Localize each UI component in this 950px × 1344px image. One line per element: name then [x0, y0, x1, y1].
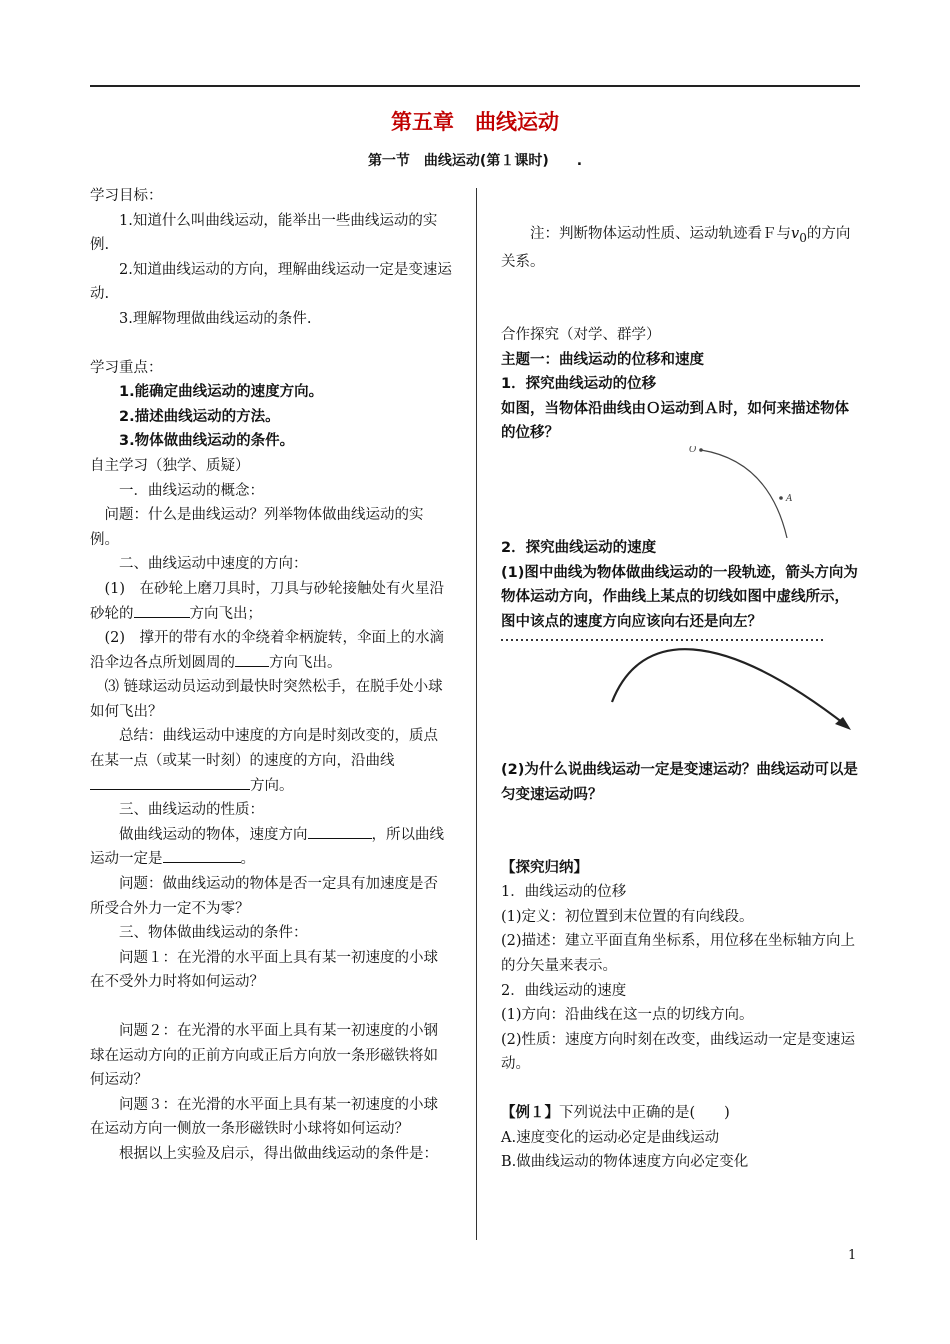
- summary-item: (2)性质：速度方向时刻在改变，曲线运动一定是变速运动。: [501, 1031, 856, 1073]
- focus-item: 3.物体做曲线运动的条件。: [119, 433, 295, 450]
- goal-item: 2.知道曲线运动的方向，理解曲线运动一定是变速运动.: [90, 261, 452, 303]
- acceleration-question: 问题：做曲线运动的物体是否一定具有加速度是否所受合外力一定不为零？: [90, 876, 438, 917]
- theme-one-title: 主题一：曲线运动的位移和速度: [501, 351, 704, 368]
- spacer: [501, 808, 863, 856]
- summary-heading: 【探究归纳】: [501, 859, 588, 876]
- note-text: 注：判断物体运动性质、运动轨迹看Ｆ与: [530, 226, 791, 242]
- summary-item: 2．曲线运动的速度: [501, 982, 627, 999]
- umbrella-item: [90, 626, 452, 675]
- displacement-question: 如图，当物体沿曲线由Ｏ运动到Ａ时，如何来描述物体的位移？: [501, 400, 849, 442]
- topic-velocity: 2．探究曲线运动的速度: [501, 540, 657, 557]
- chapter-title: 第五章 曲线运动: [391, 110, 559, 134]
- goal-item: 3.理解物理做曲线运动的条件.: [119, 310, 312, 327]
- summary-item: (1)方向：沿曲线在这一点的切线方向。: [501, 1007, 754, 1024]
- velocity-summary-end: 方向。: [250, 777, 294, 794]
- focus-item: 2.描述曲线运动的方法。: [119, 408, 280, 425]
- velocity-symbol: v: [791, 226, 800, 242]
- note: [501, 222, 863, 275]
- option-a: A.速度变化的运动必定是曲线运动: [501, 1129, 720, 1146]
- umbrella-text-end: 方向飞出。: [269, 654, 342, 671]
- motion-property: [90, 823, 452, 872]
- section-two-title: 二、曲线运动中速度的方向：: [119, 556, 308, 573]
- summary-item: (2)描述：建立平面直角坐标系，用位移在坐标轴方向上的分矢量来表示。: [501, 933, 856, 974]
- question-two: 问题２：在光滑的水平面上具有某一初速度的小钢球在运动方向的正前方向或正后方向放一条形磁铁将如何运动？: [90, 1023, 438, 1089]
- section-four-title: 三、物体做曲线运动的条件：: [119, 925, 308, 942]
- section-one-title: 一．曲线运动的概念：: [119, 482, 264, 499]
- header-rule: [90, 85, 860, 87]
- section-title: 第一节 曲线运动(第１课时) .: [367, 153, 583, 169]
- question-three: 问题３：在光滑的水平面上具有某一初速度的小球在运动方向一侧放一条形磁铁时小球将如何运动？: [90, 1096, 438, 1138]
- topic-displacement: 1．探究曲线运动的位移: [501, 376, 657, 393]
- grinding-wheel-text-end: 方向飞出；: [189, 605, 262, 622]
- fill-blank[interactable]: [308, 824, 372, 839]
- question-one: 问题１：在光滑的水平面上具有某一初速度的小球在不受外力时将如何运动？: [90, 949, 438, 991]
- label-o: O: [689, 446, 697, 456]
- self-study-heading: 自主学习（独学、质疑）: [90, 457, 250, 474]
- velocity-question-two: (2)为什么说曲线运动一定是变速运动？曲线运动可以是匀变速运动吗？: [501, 762, 858, 804]
- tangent-diagram: [501, 638, 863, 758]
- left-column: [90, 184, 452, 1167]
- goals-heading: 学习目标：: [90, 188, 163, 204]
- example-question: 下列说法中正确的是( ): [559, 1104, 730, 1121]
- velocity-subscript: 0: [799, 230, 807, 245]
- point-a: [779, 496, 783, 500]
- spacer: [90, 995, 452, 1019]
- column-divider: [476, 188, 477, 1240]
- grinding-wheel-item: [90, 577, 452, 626]
- fill-blank[interactable]: [134, 603, 190, 618]
- curve-o-to-a-diagram: [501, 446, 863, 538]
- condition-conclusion: 根据以上实验及启示，得出做曲线运动的条件是：: [119, 1145, 438, 1162]
- page-number: 1: [848, 1248, 857, 1263]
- label-a: A: [786, 494, 793, 505]
- section-three-title: 三、曲线运动的性质：: [119, 802, 264, 819]
- note-text-end: 的方向关系。: [501, 226, 851, 271]
- spacer: [501, 275, 863, 323]
- velocity-summary-text: 总结：曲线运动中速度的方向是时刻改变的，质点在某一点（或某一时刻）的速度的方向，沿曲线: [90, 728, 438, 770]
- example-one: [501, 1101, 863, 1126]
- goal-item: 1.知道什么叫曲线运动，能举出一些曲线运动的实例.: [90, 212, 438, 254]
- motion-property-text-2: ，所以曲线运动一定是: [90, 826, 444, 868]
- motion-property-end: 。: [240, 851, 255, 868]
- section-one-question: 问题：什么是曲线运动？列举物体做曲线运动的实例。: [90, 507, 424, 548]
- focus-heading: 学习重点：: [90, 359, 163, 376]
- summary-item: (1)定义：初位置到末位置的有向线段。: [501, 908, 754, 925]
- motion-property-text: 做曲线运动的物体，速度方向: [119, 826, 308, 843]
- option-b: B.做曲线运动的物体速度方向必定变化: [501, 1154, 749, 1171]
- displacement-figure: [501, 446, 863, 536]
- example-tag: 【例１】: [501, 1104, 559, 1121]
- velocity-question-one: (1)图中曲线为物体做曲线运动的一段轨迹，箭头方向为物体运动方向，作曲线上某点的切线如图中虚线所示，图中该点的速度方向应该向右还是向左？: [501, 564, 858, 630]
- grinding-wheel-text: (1) 在砂轮上磨刀具时，刀具与砂轮接触处有火星沿砂轮的: [90, 580, 445, 622]
- velocity-summary: [90, 724, 452, 798]
- fill-blank[interactable]: [235, 652, 269, 667]
- fill-blank[interactable]: [163, 848, 241, 863]
- umbrella-text: (2) 撑开的带有水的伞绕着伞柄旋转，伞面上的水滴沿伞边各点所划圆周的: [90, 630, 445, 671]
- spacer: [501, 1077, 863, 1101]
- hammer-throw-item: ⑶ 链球运动员运动到最快时突然松手，在脱手处小球如何飞出？: [90, 679, 443, 720]
- coop-heading: 合作探究（对学、群学）: [501, 327, 661, 344]
- point-o: [699, 448, 703, 452]
- focus-item: 1.能确定曲线运动的速度方向。: [119, 384, 324, 401]
- summary-item: 1．曲线运动的位移: [501, 884, 627, 901]
- fill-blank[interactable]: [90, 775, 250, 790]
- trajectory-curve: [701, 450, 787, 538]
- tangent-figure: [501, 638, 863, 758]
- trajectory-curve: [612, 650, 847, 727]
- spacer: [90, 332, 452, 356]
- right-column: [501, 222, 863, 1175]
